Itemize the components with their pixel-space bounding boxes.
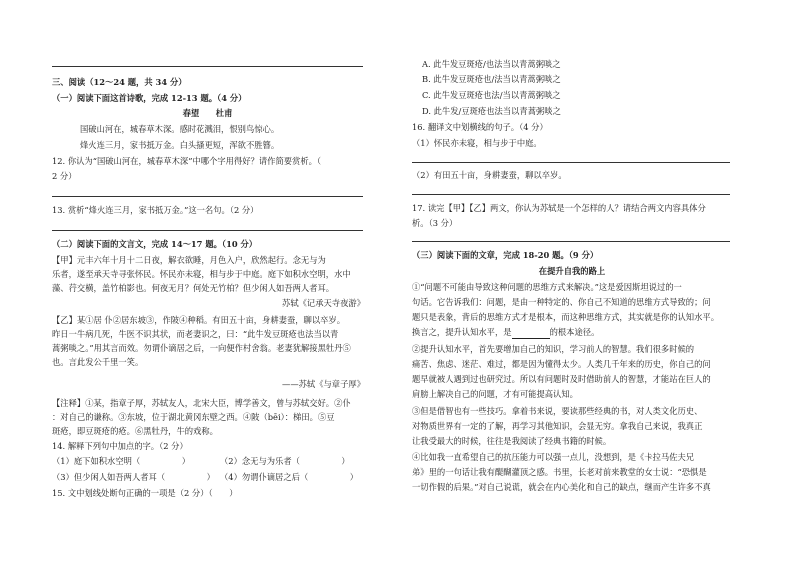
left-column: [52, 0, 365, 561]
p1-line-4-start: 换言之，提升认知水平，是: [412, 327, 512, 337]
article-p2-line-3: 题早就被人遇到过也研究过。所以有问题时及时借助前人的智慧，才能站在巨人的: [412, 374, 711, 384]
article-title: 在提升自我的路上: [538, 266, 606, 276]
article-p2-line-4: 肩膀上解决自己的问题，才有可能提高认知。: [412, 389, 578, 399]
notes-line-1: 【注释】①某，指章子厚，苏轼友人，北宋大臣，博学善文，曾与苏轼交好。②仆: [52, 398, 351, 408]
article-p2-line-2: 痛苦、焦虑、迷茫、难过，都是因为懂得太少。人类几千年来的历史，你自己的问: [412, 359, 711, 369]
section-3-heading: 三、阅读（12～24 题，共 34 分）: [52, 77, 187, 87]
q16-2-answer-line[interactable]: [412, 194, 730, 195]
yi-paragraph-line-1: 【乙】某①居 仆②居东坡③，作陂④种稻。有田五十亩，身耕妻蚕，聊以卒岁。: [52, 315, 346, 325]
article-p4-line-1: ④比如我一直希望自己的抗压能力可以强一点儿，没想到，是《卡拉马佐夫兄: [412, 452, 695, 462]
jia-paragraph-line-3: 藻、荇交横，盖竹柏影也。何夜无月？何处无竹柏？但少闲人如吾两人者耳。: [52, 283, 335, 293]
q14-item-4: （4）勿谓仆谪居之后（ ）: [220, 472, 359, 482]
notes-line-3: 斑疮，即豆斑疮的疮。⑥黑牡丹，牛的戏称。: [52, 426, 218, 436]
notes-line-2: ：对自己的谦称。③东坡，位于湖北黄冈东壁之西。④陂（bēi）：梯田。⑤豆: [52, 412, 335, 422]
q14-item-3: （3）但少闲人如吾两人者耳（ ）: [52, 472, 215, 482]
article-p1-line-3: 题只是表象，背后的思维方式才是根本，而这种思维方式，其实就是你的认知水平。: [412, 312, 719, 322]
article-p3-line-3: 让我受最大的时候，往往是我阅读了经典书籍的时候。: [412, 436, 612, 446]
q16-1-answer-line[interactable]: [412, 162, 730, 163]
subsection-2-heading: （二）阅读下面的文言文，完成 14～17 题。（10 分）: [52, 239, 258, 249]
option-a[interactable]: A. 此牛发豆斑疮/也法当以青蒿粥啖之: [422, 59, 561, 69]
yi-paragraph-line-4: 也。言此发公千里一笑。: [52, 357, 144, 367]
option-d[interactable]: D. 此牛发/豆斑疮也法当以青蒿粥啖之: [422, 106, 561, 116]
article-p4-line-2: 弟》里的一句话让我有醍醐灌顶之感。书里，长老对前来教堂的女士说：“恐惧是: [412, 467, 707, 477]
q13-answer-line[interactable]: [52, 230, 363, 231]
q17-line-2: 析。（3 分）: [412, 218, 458, 228]
q16-item-1: （1）怀民亦未寝，相与步于中庭。: [412, 138, 542, 148]
poem-line-1: 国破山河在，城春草木深。感时花溅泪，恨别鸟惊心。: [80, 124, 280, 134]
q14-item-1: （1）庭下如积水空明（ ）: [52, 456, 191, 466]
article-p2-line-1: ②提升认知水平，首先要增加自己的知识，学习前人的智慧。我们很多时候的: [412, 344, 695, 354]
q12-answer-line[interactable]: [52, 196, 363, 197]
yi-paragraph-line-2: 昨日一牛病几死，牛医不识其状，而老妻识之，曰：“此牛发豆斑疮也法当以青: [52, 329, 339, 339]
q14-item-2: （2）念无与为乐者（ ）: [220, 456, 350, 466]
jia-paragraph-line-2: 乐者，遂至承天寺寻张怀民。怀民亦未寝，相与步于中庭。庭下如积水空明，水中: [52, 269, 351, 279]
p1-line-4-end: 的根本途径。: [549, 327, 600, 337]
top-answer-line: [52, 66, 363, 67]
q16-question: 16. 翻译文中划横线的句子。（4 分）: [412, 122, 548, 132]
article-p1-line-4: [412, 327, 599, 339]
article-p3-line-2: 对物质世界有一定的了解，再学习其他知识，会显无穷。拿我自己来说，我真正: [412, 421, 703, 431]
q12-line-1: 12. 你认为“国破山河在，城春草木深”中哪个字用得好？请作简要赏析。（: [52, 156, 322, 166]
right-column: [412, 0, 732, 561]
option-b[interactable]: B. 此牛发豆斑疮也/法当以青蒿粥啖之: [422, 74, 561, 84]
yi-paragraph-line-3: 蒿粥啖之。”用其言而效。勿谓仆谪居之后，一向便作村舍翁。老妻犹解接黑牡丹⑤: [52, 343, 351, 353]
subsection-3-heading: （三）阅读下面的文章，完成 18-20 题。（9 分）: [412, 250, 599, 260]
q15-question: 15. 文中划线处断句正确的一项是（2 分）（ ）: [52, 488, 238, 498]
q17-answer-line[interactable]: [412, 241, 730, 242]
poem-title: 春望 杜甫: [182, 108, 233, 118]
article-p1-line-2: 句话。它告诉我们：问题，是由一种特定的、你自己不知道的思维方式导致的；问: [412, 297, 711, 307]
q13-question: 13. 赏析“烽火连三月，家书抵万金。”这一名句。（2 分）: [52, 205, 259, 215]
q17-line-1: 17. 读完【甲】【乙】两文，你认为苏轼是一个怎样的人？请结合两文内容具体分: [412, 203, 706, 213]
jia-source: 苏轼《记承天寺夜游》: [282, 298, 365, 308]
yi-source: ——苏轼《与章子厚》: [282, 379, 365, 389]
option-c[interactable]: C. 此牛发豆斑疮也法/当以青蒿粥啖之: [422, 90, 561, 100]
article-p1-line-1: ①“问题不可能由导致这种问题的思维方式来解决。”这是爱因斯坦说过的一: [412, 282, 682, 292]
q12-line-2: 2 分）: [52, 171, 77, 181]
q14-question: 14. 解释下列句中加点的字。（2 分）: [52, 441, 188, 451]
subsection-1-heading: （一）阅读下面这首诗歌，完成 12-13 题。（4 分）: [52, 93, 247, 103]
poem-line-2: 烽火连三月，家书抵万金。白头搔更短，浑欲不胜簪。: [80, 140, 280, 150]
q16-item-2: （2）有田五十亩，身耕妻蚕，聊以卒岁。: [412, 170, 567, 180]
jia-paragraph-line-1: 【甲】元丰六年十月十二日夜，解衣欲睡，月色入户，欣然起行。念无与为: [52, 255, 326, 265]
p1-fill-blank[interactable]: [512, 327, 550, 339]
article-p4-line-3: 一切作假的后果。”对自己说谎，就会在内心美化和自己的缺点，继而产生许多不真: [412, 482, 711, 492]
article-p3-line-1: ③但是借智也有一些技巧。拿着书来说，要读那些经典的书，对人类文化历史、: [412, 406, 703, 416]
